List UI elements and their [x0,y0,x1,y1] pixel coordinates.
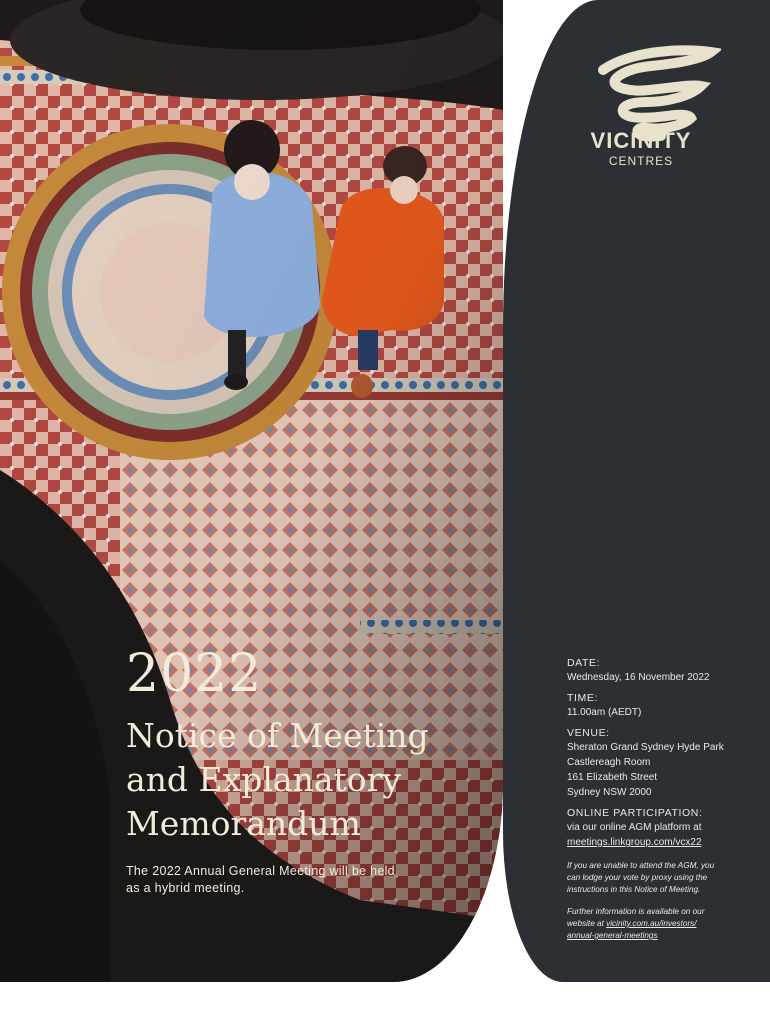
online-block [567,806,762,850]
online-label: ONLINE PARTICIPATION: [567,807,703,819]
title-line: Memorandum [126,804,361,843]
info-note [567,906,762,942]
info-line: Further information is available on our [567,907,705,916]
logo-tagline: CENTRES [608,154,674,168]
logo-wordmark: VICINITY [590,128,692,153]
cover-year: 2022 [126,644,263,704]
venue-line: 161 Elizabeth Street [567,772,658,783]
time-block [567,691,762,720]
subtitle-line: as a hybrid meeting. [126,881,245,895]
venue-line: Sydney NSW 2000 [567,787,652,798]
venue-line: Sheraton Grand Sydney Hyde Park [567,742,724,753]
venue-block [567,726,762,800]
online-text: via our online AGM platform at [567,822,702,833]
cover-title [126,714,486,846]
online-link[interactable]: meetings.linkgroup.com/vcx22 [567,837,702,848]
info-line [567,918,762,930]
time-value: 11.00am (AEDT) [567,707,642,718]
website-link-continued[interactable]: annual-general-meetings [567,931,658,940]
info-prefix: website at [567,919,607,928]
venue-line: Castlereagh Room [567,757,651,768]
title-line: Notice of Meeting [126,716,429,755]
proxy-line: instructions in this Notice of Meeting. [567,885,701,894]
proxy-note [567,860,762,896]
proxy-line: can lodge your vote by proxy using the [567,873,708,882]
subtitle-line: The 2022 Annual General Meeting will be held [126,864,395,878]
meeting-details [567,656,762,942]
info-panel [503,0,770,982]
date-value: Wednesday, 16 November 2022 [567,672,710,683]
date-label: DATE: [567,657,601,669]
date-block [567,656,762,685]
title-line: and Explanatory [126,760,402,799]
proxy-line: If you are unable to attend the AGM, you [567,861,715,870]
website-link[interactable]: vicinity.com.au/investors/ [606,919,697,928]
time-label: TIME: [567,692,598,704]
venue-label: VENUE: [567,727,610,739]
cover-subtitle [126,863,446,897]
